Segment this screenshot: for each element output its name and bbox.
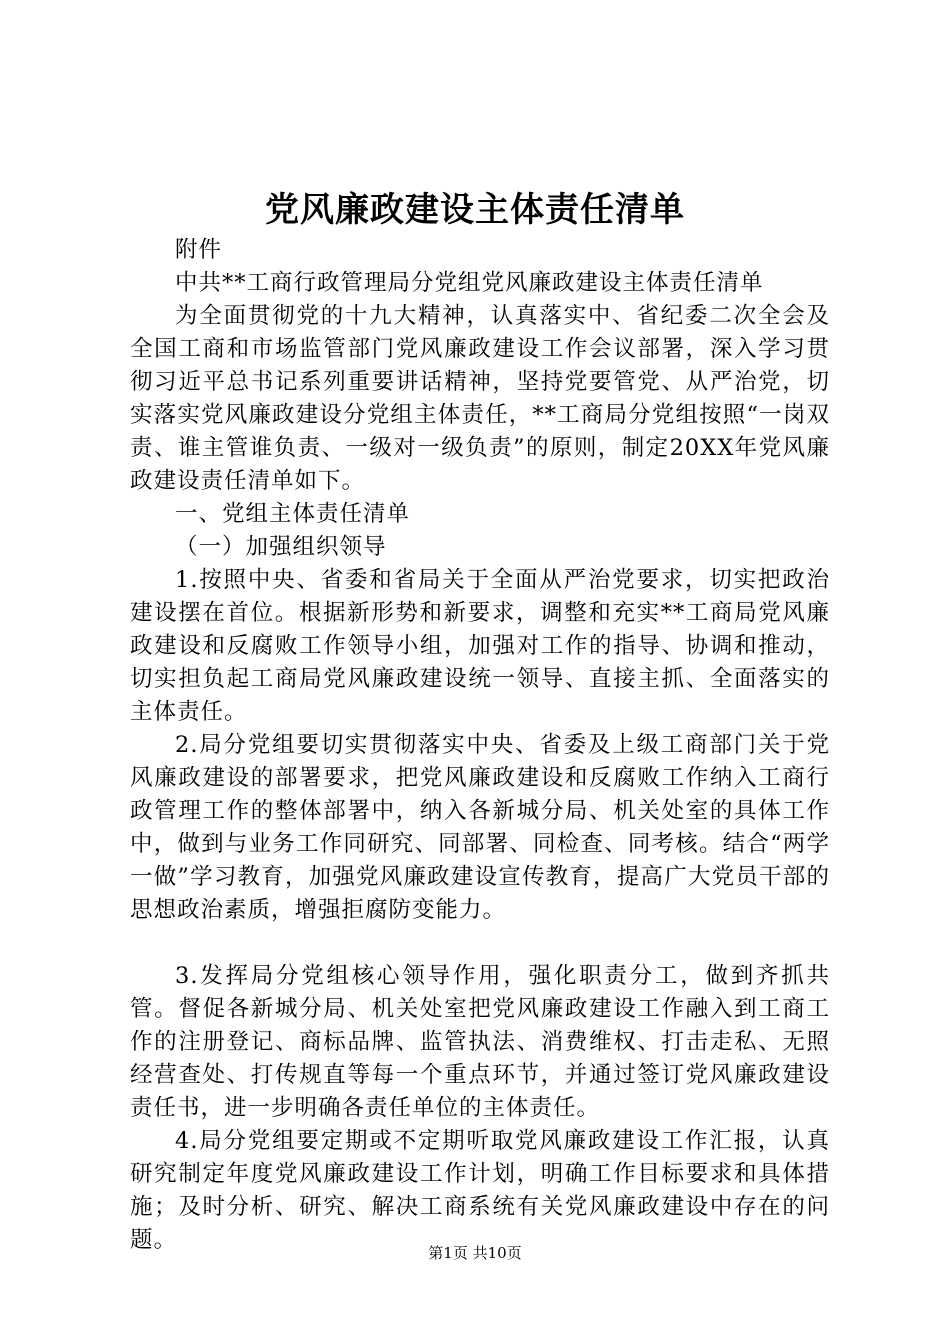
page-number: 第1页 共10页: [428, 1244, 522, 1262]
section-heading: 一、党组主体责任清单: [175, 501, 411, 527]
attachment-label: 附件: [175, 237, 223, 263]
document-body: [130, 234, 830, 1257]
document-subtitle: 中共**工商行政管理局分党组党风廉政建设主体责任清单: [175, 270, 764, 296]
subsection-heading: （一）加强组织领导: [175, 534, 387, 560]
list-item: 1.按照中央、省委和省局关于全面从严治党要求，切实把政治建设摆在首位。根据新形势和新要求，调整和充实**工商局党风廉政建设和反腐败工作领导小组，加强对工作的指导、协调和推动，切实担负起工商局党风廉政建设统一领导、直接主抓、全面落实的主体责任。: [130, 567, 830, 725]
list-item: 4.局分党组要定期或不定期听取党风廉政建设工作汇报，认真研究制定年度党风廉政建设工作计划，明确工作目标要求和具体措施；及时分析、研究、解决工商系统有关党风廉政建设中存在的问题。: [130, 1128, 830, 1253]
page-title: 党风廉政建设主体责任清单: [265, 190, 685, 230]
list-item: 2.局分党组要切实贯彻落实中央、省委及上级工商部门关于党风廉政建设的部署要求，把党风廉政建设和反腐败工作纳入工商行政管理工作的整体部署中，纳入各新城分局、机关处室的具体工作中，做到与业务工作同研究、同部署、同检查、同考核。结合“两学一做”学习教育，加强党风廉政建设宣传教育，提高广大党员干部的思想政治素质，增强拒腐防变能力。: [130, 732, 830, 923]
list-item: 3.发挥局分党组核心领导作用，强化职责分工，做到齐抓共管。督促各新城分局、机关处室把党风廉政建设工作融入到工商工作的注册登记、商标品牌、监管执法、消费维权、打击走私、无照经营查处、打传规直等每一个重点环节，并通过签订党风廉政建设责任书，进一步明确各责任单位的主体责任。: [130, 963, 830, 1121]
intro-paragraph: 为全面贯彻党的十九大精神，认真落实中、省纪委二次全会及全国工商和市场监管部门党风廉政建设工作会议部署，深入学习贯彻习近平总书记系列重要讲话精神，坚持党要管党、从严治党，切实落实党风廉政建设分党组主体责任，**工商局分党组按照“一岗双责、谁主管谁负责、一级对一级负责”的原则，制定20XX年党风廉政建设责任清单如下。: [130, 303, 830, 494]
